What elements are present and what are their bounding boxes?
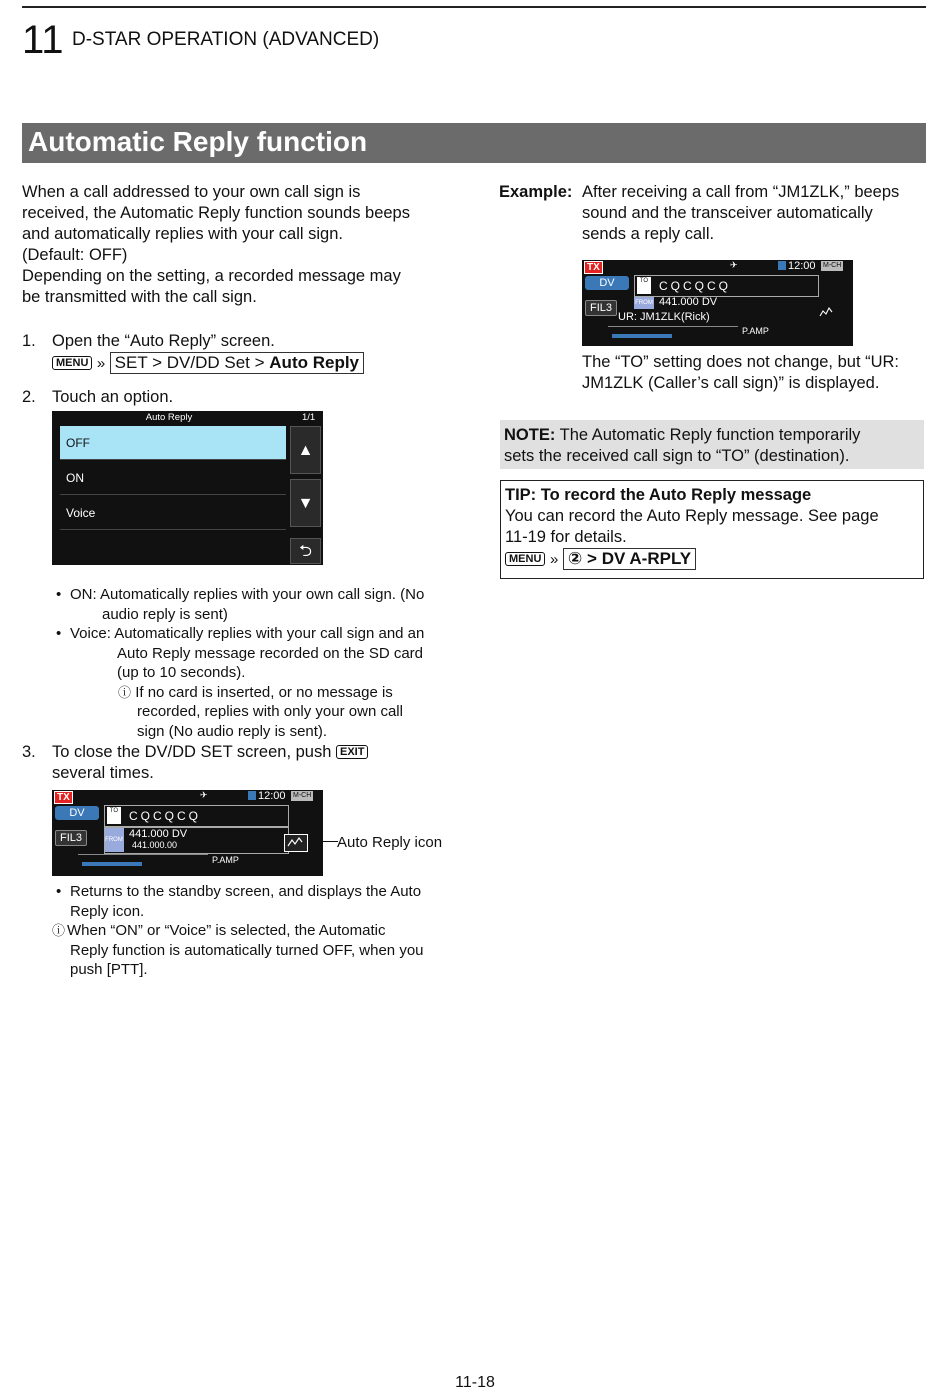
info-note-cont: recorded, replies with only your own call (137, 703, 403, 720)
sd-icon (778, 261, 786, 270)
menu-path-prefix: SET > DV/DD Set > (114, 353, 270, 372)
step-2-num: 2. (22, 388, 36, 406)
info-note-cont: push [PTT]. (70, 961, 148, 978)
frequency: 441.000 DV (129, 828, 188, 840)
example-screen (582, 260, 853, 346)
intro-line: received, the Automatic Reply function sounds beeps (22, 204, 410, 222)
mode-dv: DV (585, 276, 629, 290)
filter-fil3: FIL3 (585, 300, 617, 316)
section-title: Automatic Reply function (28, 126, 368, 157)
pamp-indicator: P.AMP (742, 326, 769, 336)
mode-dv: DV (55, 806, 99, 820)
note-text-2: sets the received call sign to “TO” (destination). (504, 447, 850, 465)
intro-line: and automatically replies with your call sign. (22, 225, 343, 243)
note-text-1: The Automatic Reply function temporarily (555, 426, 861, 444)
option-voice[interactable]: Voice (60, 496, 286, 530)
to-call-sign: CQCQCQ (129, 809, 201, 823)
ur-call-sign: UR: JM1ZLK(Rick) (618, 311, 710, 323)
s-meter-scale (608, 326, 738, 327)
s-meter-bar (82, 862, 142, 866)
back-icon: ⮌ (299, 543, 312, 560)
frequency: 441.000 DV (659, 296, 718, 308)
filter-fil3: FIL3 (55, 830, 87, 846)
tip-title: TIP: To record the Auto Reply message (505, 486, 812, 504)
after-notes (52, 882, 456, 980)
menu-key: MENU (52, 356, 92, 370)
step-1-text: Open the “Auto Reply” screen. (52, 332, 275, 350)
standby-screen (52, 790, 323, 876)
pamp-indicator: P.AMP (212, 855, 239, 865)
exit-key: EXIT (336, 745, 368, 759)
mch-badge: M-CH (293, 792, 312, 799)
list-item: • ON: Automatically replies with your own call sign. (No (56, 586, 425, 603)
chapter-title: D-STAR OPERATION (ADVANCED) (72, 29, 380, 50)
step-3-num: 3. (22, 743, 36, 761)
scroll-up-button[interactable] (290, 426, 321, 474)
auto-reply-screen (52, 411, 323, 565)
info-note: ⓘ If no card is inserted, or no message is (118, 683, 393, 701)
auto-reply-icon-callout: Auto Reply icon (337, 834, 443, 851)
option-on[interactable]: ON (60, 461, 286, 495)
example-caption: The “TO” setting does not change, but “UR: JM1ZLK (Caller’s call sign)” is displayed. (582, 353, 900, 392)
intro-text (22, 182, 482, 308)
list-item-cont: (up to 10 seconds). (117, 664, 246, 681)
auto-reply-icon (284, 834, 308, 852)
info-icon: ⓘ (118, 684, 132, 700)
frequency-sub: 441.000.00 (132, 840, 178, 850)
s-meter-bar (612, 334, 672, 338)
step-2-text: Touch an option. (52, 388, 174, 406)
option-off[interactable]: OFF (60, 426, 286, 460)
option-descriptions (56, 585, 456, 741)
to-call-sign: CQCQCQ (659, 279, 731, 293)
to-label: TO (107, 807, 121, 824)
from-label: FROM (104, 828, 124, 852)
intro-line: Depending on the setting, a recorded message may (22, 267, 401, 285)
tip-box (500, 480, 924, 579)
tip-path (505, 548, 921, 570)
menu-path (110, 352, 364, 374)
menu-path-target: Auto Reply (269, 353, 360, 372)
example-text: After receiving a call from “JM1ZLK,” beeps sound and the transceiver automatically sends a reply call. (582, 183, 900, 243)
tx-indicator: TX (54, 791, 73, 804)
tip-menu-path: ② > DV A-RPLY (563, 548, 696, 570)
list-item: • Returns to the standby screen, and displays the Auto (56, 883, 422, 900)
step-1-path (52, 352, 364, 374)
path-arrow: » (96, 355, 106, 372)
up-arrow-icon: ▲ (297, 442, 314, 459)
note-box (500, 420, 924, 469)
info-note-cont: sign (No audio reply is sent). (137, 722, 328, 740)
clock: 12:00 (258, 790, 286, 802)
info-note: ⓘ When “ON” or “Voice” is selected, the Automatic (52, 922, 386, 939)
auto-reply-page-indicator: 1/1 (302, 412, 316, 423)
intro-line: be transmitted with the call sign. (22, 288, 257, 306)
mch-badge: M-CH (823, 262, 842, 269)
sd-icon (248, 791, 256, 800)
from-label: FROM (634, 297, 654, 309)
list-item-cont: Auto Reply message recorded on the SD card (117, 644, 423, 662)
step-1-num: 1. (22, 332, 36, 350)
s-meter-scale (78, 854, 208, 855)
callout-line (322, 841, 338, 842)
list-item-cont: audio reply is sent) (102, 605, 228, 623)
clock: 12:00 (788, 260, 816, 272)
intro-line: When a call addressed to your own call sign is (22, 183, 361, 201)
scroll-down-button[interactable] (290, 479, 321, 527)
back-button[interactable] (290, 538, 321, 564)
intro-default: (Default: OFF) (22, 246, 128, 264)
step-3-text: To close the DV/DD SET screen, push EXIT several times. (52, 742, 472, 784)
chapter-number: 11 (22, 18, 64, 62)
tip-text-1: You can record the Auto Reply message. See page (505, 507, 879, 525)
example-label: Example: (499, 183, 573, 201)
tx-indicator: TX (584, 261, 603, 274)
to-label: TO (637, 277, 651, 294)
auto-reply-screen-title: Auto Reply (145, 412, 193, 423)
gps-icon: ✈ (730, 260, 738, 270)
auto-reply-wave-icon (818, 306, 834, 318)
page-number: 11-18 (455, 1374, 495, 1391)
list-item-cont: Reply icon. (70, 902, 145, 920)
header-rule (22, 6, 926, 8)
info-icon: ⓘ (52, 923, 66, 938)
gps-icon: ✈ (200, 790, 208, 800)
note-label: NOTE: (504, 426, 556, 444)
down-arrow-icon: ▼ (297, 495, 314, 512)
tip-text-2: 11-19 for details. (505, 528, 627, 546)
menu-key: MENU (505, 552, 545, 566)
path-arrow: » (549, 551, 559, 568)
section-title-bar (22, 123, 926, 163)
list-item: • Voice: Automatically replies with your call sign and an (56, 625, 425, 642)
info-note-cont: Reply function is automatically turned OFF, when you (70, 941, 424, 959)
auto-reply-wave-icon (285, 835, 305, 849)
